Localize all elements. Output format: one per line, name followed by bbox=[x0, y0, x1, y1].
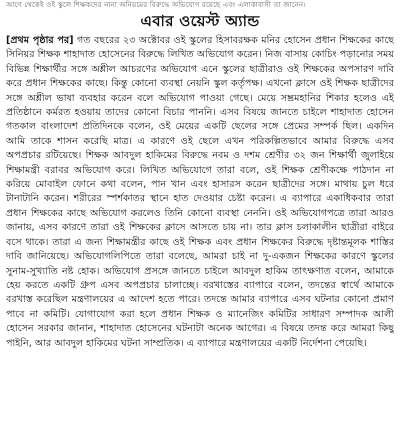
article-headline: এবার ওয়েস্ট অ্যান্ড bbox=[140, 12, 260, 30]
article-body-text: গত বছরের ২৩ অক্টোবর ওই স্কুলের হিসাবরক্ষক মনির হোসেন প্রধান শিক্ষকের কাছে সিনিয়র শিক্ষক শাহাদাত হোসেনের বিরুদ্ধে লিখিত অভিযোগ করেন। নিজ বাসায় কোচিং পড়ানোর সময় বিভিন্ন শিক্ষার্থীর সঙ্গে অশ্লীল আচরণের অভিযোগ এনে স্কুলের ছাত্রীরাও ওই শিক্ষকের অপসারণ দাবি করে প্রধান শিক্ষকের কাছে। কিন্তু কোনো ব্যবস্থা নেয়নি স্কুল কর্তৃপক্ষ। এখনো ক্লাসে ওই শিক্ষক ছাত্রীদের সঙ্গে অশ্লীল ভাষা ব্যবহার করেন বলে অভিযোগ পাওয়া গেছে। মেয়ে সম্ভ্রমহানির শিকার হলেও এই প্রতিষ্ঠানে কর্মরত হওয়ায় তাদের কোনো বিচার পাননি। এসব বিষয়ে জানতে চাইলে শাহাদাত হোসেন গতকাল বাংলাদেশ প্রতিদিনকে বলেন, ওই মেয়ের একটি ছেলের সঙ্গে প্রেমের সম্পর্ক ছিল। একদিন আমি তাকে শাসন করেছি মাত্র। এ কারণে ওই ছেলে এখন পরিকল্পিতভাবে আমার বিরুদ্ধে এসব অপপ্রচার রটিয়েছে। শিক্ষক আবদুল হাকিমের বিরুদ্ধে নবম ও দশম শ্রেণীর ৩২ জন শিক্ষার্থী জুলাইয়ে শিক্ষামন্ত্রী বরাবর অভিযোগ করে। লিখিত অভিযোগে তারা বলে, ওই শিক্ষক শ্রেণীকক্ষে পাঠদান না করিয়ে মোবাইল ফোনে কথা বলেন, পান খান এবং হাসারস করেন ছাত্রীদের সঙ্গে। মাথায় চুল ধরে টানাটানি করেন। শরীরের স্পর্শকাতর স্থানে হাত দেওয়ার চেষ্টা করেন। এ ব্যাপারে একাধিকবার তারা প্রধান শিক্ষকের কাছে অভিযোগ করলেও তিনি কোনো ব্যবস্থা নেননি। ওই অভিযোগপত্রে তারা আরও জানায়, এসব কারণে তারা ওই শিক্ষকের ক্লাসে আসতে চায় না। তার ক্লাস চলাকালীন ছাত্রীরা বাইরে বসে থাকে। তারা এ জন্য শিক্ষামন্ত্রীর কাছে ওই শিক্ষক এবং প্রধান শিক্ষকের বিরুদ্ধে দৃষ্টান্তমূলক শাস্তির দাবি জানিয়েছে। অভিযোগলিপিতে তারা বলেছে, আমরা চাই না দু-একজন শিক্ষকের কারণে স্কুলের সুনাম-সুখ্যাতি নষ্ট হোক। অভিযোগ প্রসঙ্গে জানতে চাইলে আবদুল হাকিম তাৎক্ষণাত বলেন, আমাকে হেয় করতে একটি গ্রুপ এসব অপপ্রচার চালাচ্ছে। বরখাস্তের ব্যাপারে বলেন, তদন্তের স্বার্থে আমাকে বরখাস্ত করেছিল মন্ত্রণালয়ের এ আদেশ হতে পারে। তদন্তে আমার ব্যাপারে এসব ঘটনার কোনো প্রমাণ পাবে না কমিটি। যোগাযোগ করা হলে প্রধান শিক্ষক ও ম্যানেজিং কমিটির সাধারণ সম্পাদক আলী হোসেন সরকার জানান, শাহাদাত হোসেনের ঘটনাটা অনেক আগের। এ বিষয়ে তদন্ত করে আমরা কিছু পাইনি, আর আবদুল হাকিমের ঘটনা সাম্প্রতিক। এ ব্যাপারে মন্ত্রণালয়ের একটি নির্দেশনা পেয়েছি। bbox=[6, 35, 394, 349]
previous-article-fragment: আগে থেকেই ওই স্কুলে শিক্ষকদের নানা অনিয়মের বিরুদ্ধে অভিযোগ রয়েছে এবং এলাকাবাসী তা জানেন। bbox=[6, 1, 307, 9]
continued-from-front-page-tag: [প্রথম পৃষ্ঠার পর] bbox=[6, 35, 74, 46]
article-body bbox=[6, 34, 394, 422]
